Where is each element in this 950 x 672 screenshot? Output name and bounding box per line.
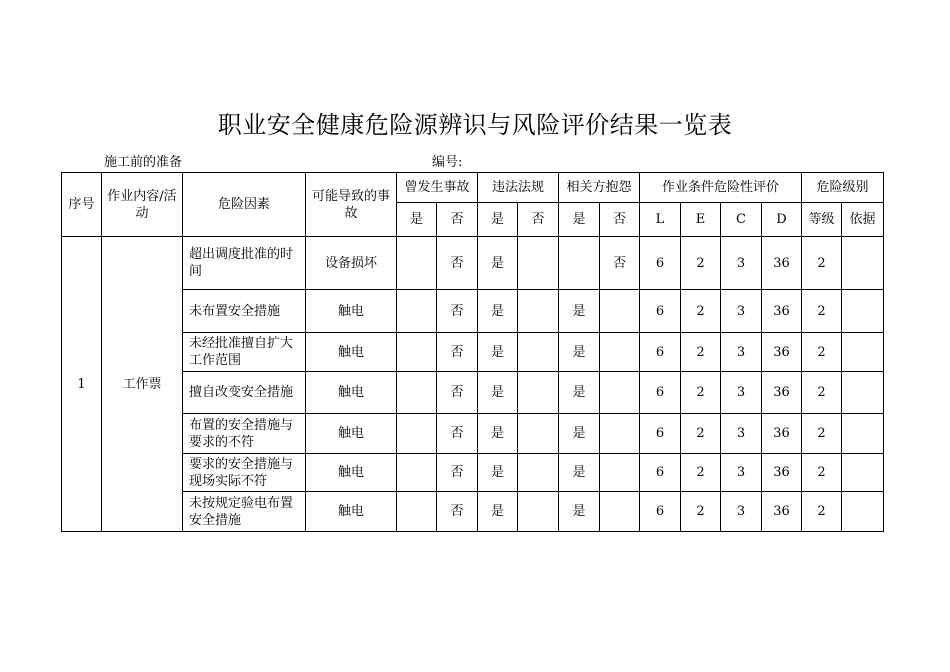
cell-complaint-yes: 是: [559, 290, 600, 333]
cell-basis: [842, 414, 884, 454]
cell-d: 36: [762, 372, 802, 414]
cell-illegal-no: [518, 237, 559, 290]
header-illegal: 违法法规: [478, 173, 559, 203]
cell-accident: 触电: [306, 492, 397, 532]
header-assessment: 作业条件危险性评价: [640, 173, 802, 203]
cell-hazard: 超出调度批准的时间: [183, 237, 306, 290]
code-label: 编号:: [432, 155, 463, 170]
cell-happened-no: 否: [437, 372, 478, 414]
cell-complaint-no: [600, 492, 640, 532]
cell-basis: [842, 372, 884, 414]
cell-accident: 设备损坏: [306, 237, 397, 290]
header-c: C: [721, 203, 762, 237]
cell-accident: 触电: [306, 454, 397, 492]
cell-d: 36: [762, 333, 802, 372]
cell-c: 3: [721, 414, 762, 454]
cell-complaint-no: [600, 372, 640, 414]
cell-complaint-yes: 是: [559, 454, 600, 492]
cell-grade: 2: [802, 492, 842, 532]
cell-l: 6: [640, 290, 681, 333]
cell-hazard: 未按规定验电布置安全措施: [183, 492, 306, 532]
cell-complaint-yes: 是: [559, 333, 600, 372]
cell-d: 36: [762, 237, 802, 290]
cell-grade: 2: [802, 372, 842, 414]
page-title: 职业安全健康危险源辨识与风险评价结果一览表: [217, 111, 733, 139]
cell-e: 2: [681, 414, 721, 454]
header-l: L: [640, 203, 681, 237]
cell-c: 3: [721, 454, 762, 492]
section-label: 施工前的准备: [104, 155, 183, 170]
cell-happened-yes: [397, 237, 437, 290]
cell-complaint-no: [600, 454, 640, 492]
cell-complaint-yes: 是: [559, 372, 600, 414]
cell-illegal-no: [518, 290, 559, 333]
table-row: [62, 290, 884, 333]
cell-happened-no: 否: [437, 454, 478, 492]
header-seq: 序号: [62, 173, 102, 237]
table-row: [62, 414, 884, 454]
table-row: [62, 492, 884, 532]
cell-happened-no: 否: [437, 333, 478, 372]
cell-accident: 触电: [306, 414, 397, 454]
cell-basis: [842, 492, 884, 532]
cell-happened-no: 否: [437, 414, 478, 454]
cell-basis: [842, 290, 884, 333]
cell-e: 2: [681, 454, 721, 492]
header-hazard: 危险因素: [183, 173, 306, 237]
header-happened-yes: 是: [397, 203, 437, 237]
cell-grade: 2: [802, 290, 842, 333]
cell-hazard: 布置的安全措施与要求的不符: [183, 414, 306, 454]
header-happened-no: 否: [437, 203, 478, 237]
cell-complaint-no: [600, 414, 640, 454]
cell-complaint-no: [600, 290, 640, 333]
cell-happened-yes: [397, 333, 437, 372]
cell-l: 6: [640, 372, 681, 414]
cell-c: 3: [721, 237, 762, 290]
cell-complaint-no: [600, 333, 640, 372]
cell-illegal-yes: 是: [478, 372, 518, 414]
table-row: [62, 372, 884, 414]
cell-basis: [842, 237, 884, 290]
cell-hazard: 未布置安全措施: [183, 290, 306, 333]
cell-e: 2: [681, 333, 721, 372]
cell-e: 2: [681, 290, 721, 333]
cell-d: 36: [762, 290, 802, 333]
cell-happened-yes: [397, 492, 437, 532]
cell-complaint-yes: [559, 237, 600, 290]
cell-e: 2: [681, 372, 721, 414]
cell-illegal-yes: 是: [478, 333, 518, 372]
cell-grade: 2: [802, 454, 842, 492]
cell-l: 6: [640, 492, 681, 532]
hazard-table: [61, 172, 884, 532]
cell-l: 6: [640, 237, 681, 290]
cell-grade: 2: [802, 237, 842, 290]
header-d: D: [762, 203, 802, 237]
cell-happened-yes: [397, 372, 437, 414]
cell-basis: [842, 333, 884, 372]
cell-accident: 触电: [306, 290, 397, 333]
group-seq: 1: [62, 237, 102, 532]
cell-complaint-yes: 是: [559, 492, 600, 532]
cell-c: 3: [721, 290, 762, 333]
group-activity: 工作票: [102, 237, 183, 532]
cell-illegal-yes: 是: [478, 492, 518, 532]
cell-illegal-no: [518, 492, 559, 532]
cell-basis: [842, 454, 884, 492]
cell-c: 3: [721, 492, 762, 532]
cell-happened-yes: [397, 414, 437, 454]
cell-happened-no: 否: [437, 290, 478, 333]
header-e: E: [681, 203, 721, 237]
cell-c: 3: [721, 333, 762, 372]
cell-c: 3: [721, 372, 762, 414]
cell-illegal-no: [518, 372, 559, 414]
cell-grade: 2: [802, 414, 842, 454]
cell-happened-yes: [397, 290, 437, 333]
cell-l: 6: [640, 333, 681, 372]
header-activity: 作业内容/活动: [102, 173, 183, 237]
cell-complaint-no: 否: [600, 237, 640, 290]
cell-l: 6: [640, 454, 681, 492]
cell-illegal-no: [518, 414, 559, 454]
header-grade: 等级: [802, 203, 842, 237]
cell-complaint-yes: 是: [559, 414, 600, 454]
cell-d: 36: [762, 414, 802, 454]
cell-hazard: 要求的安全措施与现场实际不符: [183, 454, 306, 492]
cell-d: 36: [762, 454, 802, 492]
cell-accident: 触电: [306, 372, 397, 414]
cell-e: 2: [681, 492, 721, 532]
cell-hazard: 擅自改变安全措施: [183, 372, 306, 414]
cell-illegal-yes: 是: [478, 414, 518, 454]
cell-illegal-no: [518, 454, 559, 492]
table-row: [62, 454, 884, 492]
header-risk-level: 危险级别: [802, 173, 884, 203]
cell-grade: 2: [802, 333, 842, 372]
cell-illegal-yes: 是: [478, 290, 518, 333]
cell-accident: 触电: [306, 333, 397, 372]
table-row: [62, 237, 884, 290]
cell-happened-no: 否: [437, 237, 478, 290]
table-row: [62, 333, 884, 372]
cell-illegal-yes: 是: [478, 454, 518, 492]
header-accident: 可能导致的事故: [306, 173, 397, 237]
cell-e: 2: [681, 237, 721, 290]
cell-l: 6: [640, 414, 681, 454]
header-happened: 曾发生事故: [397, 173, 478, 203]
header-basis: 依据: [842, 203, 884, 237]
header-row-1: [62, 173, 884, 203]
header-illegal-yes: 是: [478, 203, 518, 237]
header-complaint-yes: 是: [559, 203, 600, 237]
cell-happened-no: 否: [437, 492, 478, 532]
cell-happened-yes: [397, 454, 437, 492]
cell-d: 36: [762, 492, 802, 532]
cell-illegal-no: [518, 333, 559, 372]
header-illegal-no: 否: [518, 203, 559, 237]
header-complaint: 相关方抱怨: [559, 173, 640, 203]
header-complaint-no: 否: [600, 203, 640, 237]
cell-illegal-yes: 是: [478, 237, 518, 290]
cell-hazard: 未经批准擅自扩大工作范围: [183, 333, 306, 372]
